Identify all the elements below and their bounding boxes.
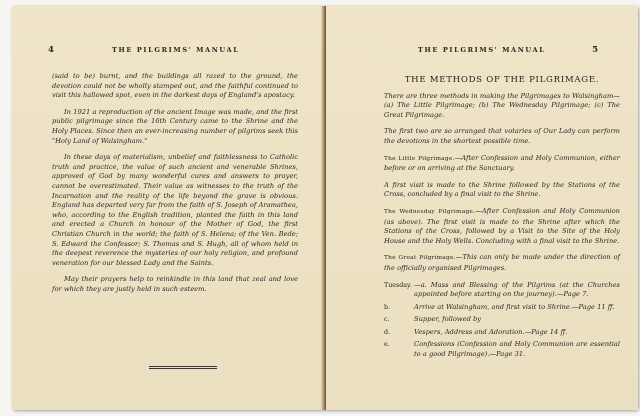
left-page bbox=[12, 6, 324, 410]
left-paragraph-4: May their prayers help to reinkindle in this land that zeal and love for which they are justly held in such esteem. bbox=[52, 275, 298, 293]
left-paragraph-1: (said to be) burnt, and the buildings all razed to the ground, the devotion could not be wholly stamped out, and the faithful continued to visit this hallowed spot, even in the darkest days of England's apostacy. bbox=[52, 72, 298, 100]
little-pilgrimage-visit: A first visit is made to the Shrine followed by the Stations of the Cross, concluded by a final visit to the Shrine. bbox=[384, 180, 620, 199]
schedule-text: Arrive at Walsingham, and first visit to Shrine.—Page 11 ff. bbox=[414, 302, 615, 311]
schedule-label: d. bbox=[384, 328, 391, 336]
little-pilgrimage-paragraph bbox=[384, 154, 620, 174]
list-item bbox=[384, 340, 620, 359]
wednesday-pilgrimage-paragraph bbox=[384, 207, 620, 246]
intro-paragraph-1: There are three methods in making the Pilgrimages to Walsingham—(a) The Little Pilgrimage; (b) The Wednesday Pilgrimage; (c) The Great Pilgrimage. bbox=[384, 91, 620, 119]
list-item bbox=[384, 315, 620, 325]
intro-paragraph-2: The first two are so arranged that votaries of Our Lady can perform the devotions in the shortest possible time. bbox=[384, 127, 620, 145]
list-item bbox=[384, 281, 620, 300]
double-rule-ornament bbox=[149, 366, 217, 369]
schedule-label: b. bbox=[384, 303, 391, 311]
left-paragraph-3: In these days of materialism, unbelief and faithlessness to Catholic truth and practice, the value of such ancient and venerable Shrines, approved of God by many wonderful cures and answers to prayer, cannot be overestimated. Their value as witnesses to the truth of the Incarnation and the reality of the life beyond the grave is obvious. England has departed very far from the faith of S. Joseph of Aramathea, who, according to the English tradition, planted the faith in this land and erected a Church in honour of the Mother of God, the first Christian Church in the world; the faith of S. Helena; of the Ven. Bede; S. Edward the Confessor; S. Thomas and S. Hugh, all of whom held in the deepest reverence the mysteries of our holy religion, and profound veneration for our blessed Lady and the Saints. bbox=[52, 153, 298, 267]
right-page-number: 5 bbox=[592, 45, 598, 55]
schedule-label: Tuesday. bbox=[384, 281, 412, 289]
right-page-body bbox=[384, 76, 620, 363]
left-page-body bbox=[52, 72, 298, 294]
pilgrimage-schedule bbox=[384, 281, 620, 360]
section-title: THE METHODS OF THE PILGRIMAGE. bbox=[404, 75, 600, 85]
left-page-number: 4 bbox=[48, 45, 54, 55]
little-pilgrimage-heading: The Little Pilgrimage. bbox=[384, 155, 455, 162]
schedule-text: Vespers, Address and Adoration.—Page 14 ff. bbox=[414, 327, 568, 336]
great-pilgrimage-heading: The Great Pilgrimage. bbox=[384, 255, 456, 262]
list-item bbox=[384, 328, 620, 338]
schedule-label: e. bbox=[384, 341, 390, 349]
great-pilgrimage-text: —This can only be made under the direction of the officially organised Pilgrimages. bbox=[384, 253, 620, 272]
left-running-head: THE PILGRIMS' MANUAL bbox=[112, 46, 240, 54]
little-pilgrimage-text: —After Confession and Holy Communion, either before or on arriving at the Sanctuary. bbox=[384, 153, 620, 173]
left-paragraph-2: In 1921 a reproduction of the ancient Image was made, and the first public pilgrimage since the 16th Century came to the Shrine and the Holy Places. Since then an ever-increasing number of pilgrims seek this "Holy Land of Walsingham." bbox=[52, 107, 298, 145]
schedule-text: Supper, followed by bbox=[414, 315, 482, 324]
wednesday-pilgrimage-heading: The Wednesday Pilgrimage. bbox=[384, 208, 476, 215]
wednesday-pilgrimage-text: —After Confession and Holy Communion (as above). The first visit is made to the Shrine after which the Stations of the Cross, followed by a Visit to the Site of the Holy House and the Holy Wells. Concluding with a final visit to the Shrine. bbox=[384, 206, 620, 245]
schedule-text: —a. Mass and Blessing of the Pilgrims (at the Churches appointed before starting on the journey).—Page 7. bbox=[414, 280, 620, 299]
right-running-head: THE PILGRIMS' MANUAL bbox=[418, 46, 546, 54]
schedule-label: c. bbox=[384, 316, 390, 324]
open-booklet bbox=[12, 6, 638, 410]
great-pilgrimage-paragraph bbox=[384, 253, 620, 273]
schedule-text: Confessions (Confession and Holy Communion are essential to a good Pilgrimage).—Page 31. bbox=[414, 340, 620, 359]
right-page bbox=[326, 6, 638, 410]
list-item bbox=[384, 303, 620, 313]
